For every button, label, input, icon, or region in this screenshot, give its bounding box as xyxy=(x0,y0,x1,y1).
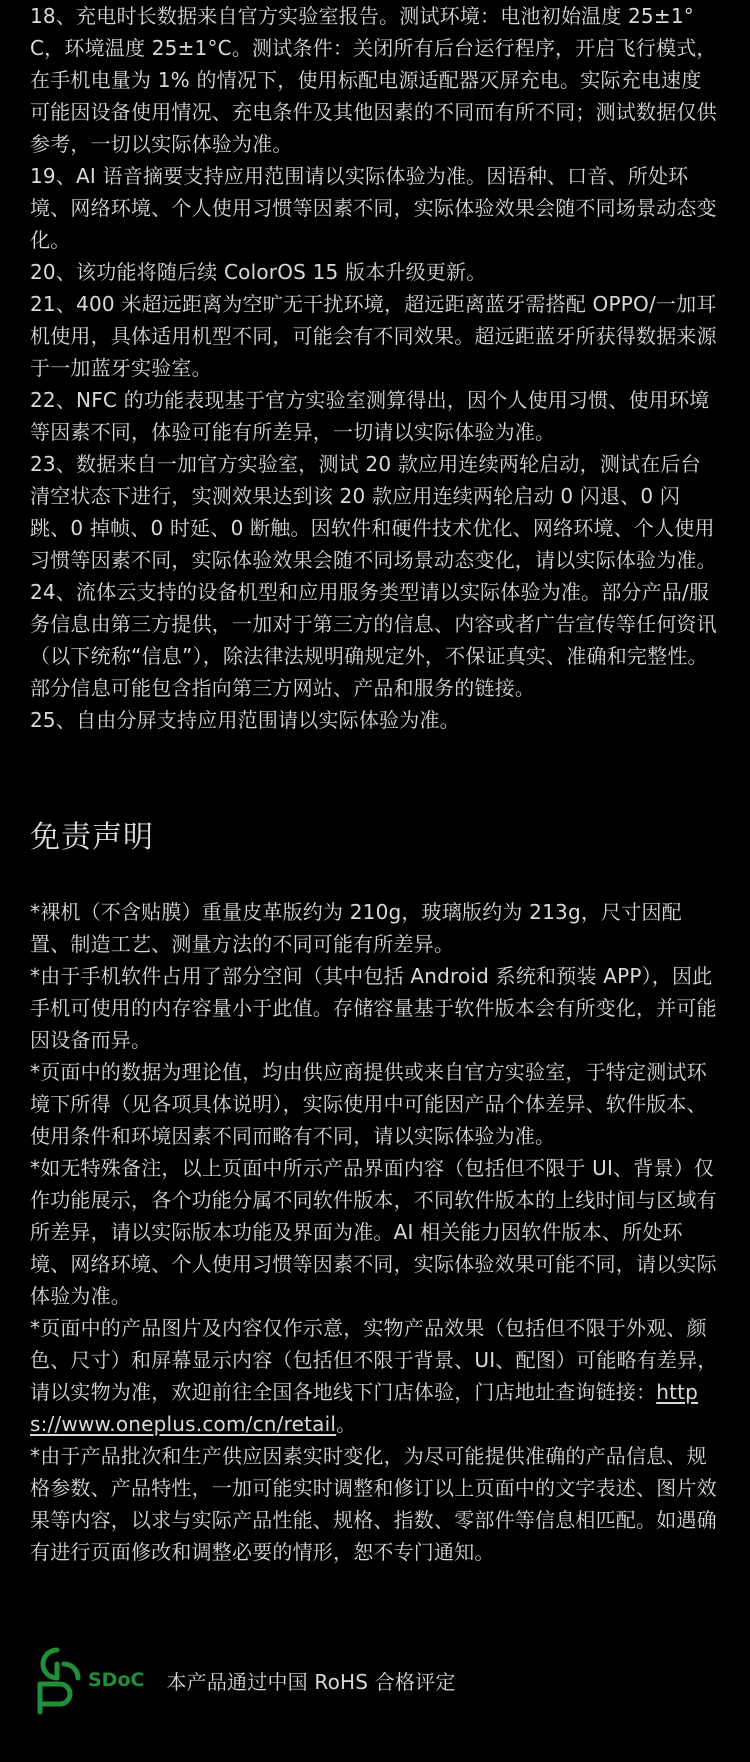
sdoc-logo xyxy=(30,1644,144,1716)
disclaimer-title: 免责声明 xyxy=(30,820,154,855)
footnote-list xyxy=(30,0,720,736)
disclaimer-weight: *裸机（不含贴膜）重量皮革版约为 210g，玻璃版约为 213g，尺寸因配置、制造工艺、测量方法的不同可能有所差异。 xyxy=(30,900,682,956)
footnote-21: 21、400 米超远距离为空旷无干扰环境，超远距离蓝牙需搭配 OPPO/一加耳机使用，具体适用机型不同，可能会有不同效果。超远距蓝牙所获得数据来源于一加蓝牙实验室。 xyxy=(30,292,717,380)
disclaimer-body xyxy=(30,896,720,1568)
disclaimer-data: *页面中的数据为理论值，均由供应商提供或来自官方实验室，于特定测试环境下所得（见各项具体说明），实际使用中可能因产品个体差异、软件版本、使用条件和环境因素不同而略有不同，请以实际体验为准。 xyxy=(30,1060,707,1148)
footnote-23: 23、数据来自一加官方实验室，测试 20 款应用连续两轮启动，测试在后台清空状态下进行，实测效果达到该 20 款应用连续两轮启动 0 闪退、0 闪跳、0 掉帧、0 时延、0 断触。因软件和硬件技术优化、网络环境、个人使用习惯等因素不同，实际体验效果会随不同场景动态变化，请以实际体验为准。 xyxy=(30,452,717,572)
disclaimer-images-suffix: 。 xyxy=(336,1412,357,1436)
rohs-footer xyxy=(30,1640,456,1720)
disclaimer-images xyxy=(30,1312,720,1440)
disclaimer-ui: *如无特殊备注，以上页面中所示产品界面内容（包括但不限于 UI、背景）仅作功能展示，各个功能分属不同软件版本，不同软件版本的上线时间与区域有所差异，请以实际版本功能及界面为准。AI 相关能力因软件版本、所处环境、网络环境、个人使用习惯等因素不同，实际体验效果可能不同，请以实际体验为准。 xyxy=(30,1156,717,1308)
footnote-18: 18、充电时长数据来自官方实验室报告。测试环境：电池初始温度 25±1°C，环境温度 25±1°C。测试条件：关闭所有后台运行程序，开启飞行模式，在手机电量为 1% 的情况下，使用标配电源适配器灭屏充电。实际充电速度可能因设备使用情况、充电条件及其他因素的不同而有所不同；测试数据仅供参考，一切以实际体验为准。 xyxy=(30,4,717,156)
china-rohs-gp-logo-icon xyxy=(30,1644,84,1716)
retail-store-link[interactable]: https://www.oneplus.com/cn/retail xyxy=(30,1380,699,1436)
footnote-20: 20、该功能将随后续 ColorOS 15 版本升级更新。 xyxy=(30,260,487,284)
rohs-compliance-text: 本产品通过中国 RoHS 合格评定 xyxy=(166,1669,456,1694)
sdoc-label: SDoC xyxy=(88,1669,145,1691)
disclaimer-batch: *由于产品批次和生产供应因素实时变化，为尽可能提供准确的产品信息、规格参数、产品特性，一加可能实时调整和修订以上页面中的文字表述、图片效果等内容，以求与实际产品性能、规格、指数、零部件等信息相匹配。如遇确有进行页面修改和调整必要的情形，恕不专门通知。 xyxy=(30,1444,717,1564)
disclaimer-storage: *由于手机软件占用了部分空间（其中包括 Android 系统和预装 APP），因此手机可使用的内存容量小于此值。存储容量基于软件版本会有所变化，并可能因设备而异。 xyxy=(30,964,717,1052)
footnote-19: 19、AI 语音摘要支持应用范围请以实际体验为准。因语种、口音、所处环境、网络环境、个人使用习惯等因素不同，实际体验效果会随不同场景动态变化。 xyxy=(30,164,717,252)
footnote-24: 24、流体云支持的设备机型和应用服务类型请以实际体验为准。部分产品/服务信息由第三方提供，一加对于第三方的信息、内容或者广告宣传等任何资讯（以下统称“信息”），除法律法规明确规定外，不保证真实、准确和完整性。部分信息可能包含指向第三方网站、产品和服务的链接。 xyxy=(30,580,717,700)
footnote-22: 22、NFC 的功能表现基于官方实验室测算得出，因个人使用习惯、使用环境等因素不同，体验可能有所差异，一切请以实际体验为准。 xyxy=(30,388,710,444)
footnote-25: 25、自由分屏支持应用范围请以实际体验为准。 xyxy=(30,708,460,732)
disclaimer-images-text: *页面中的产品图片及内容仅作示意，实物产品效果（包括但不限于外观、颜色、尺寸）和屏幕显示内容（包括但不限于背景、UI、配图）可能略有差异，请以实物为准，欢迎前往全国各地线下门店体验，门店地址查询链接： xyxy=(30,1316,718,1404)
